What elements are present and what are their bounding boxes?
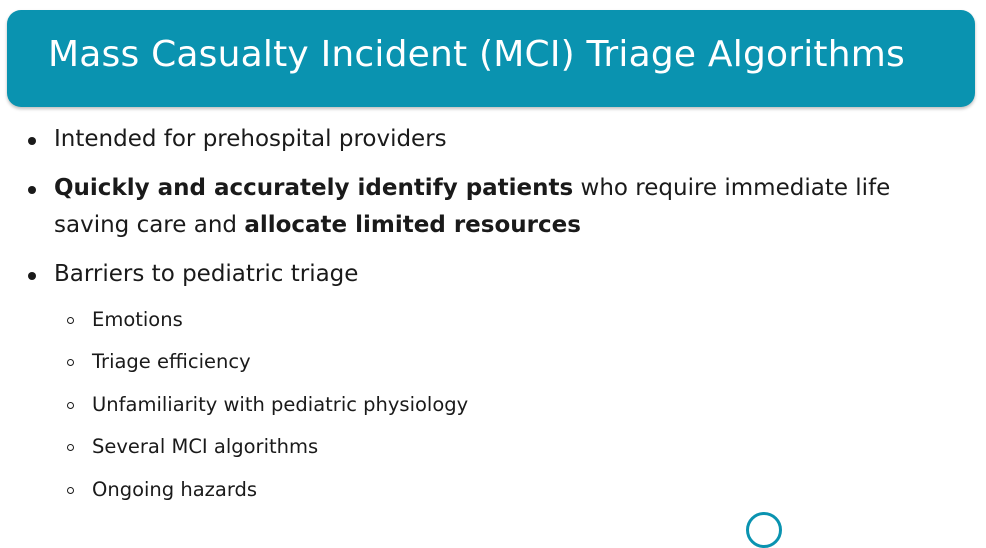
sub-bullet-item	[92, 433, 892, 461]
bullet-dot-icon	[28, 186, 36, 194]
bullet-item	[54, 170, 954, 244]
slide-title: Mass Casualty Incident (MCI) Triage Algorithms	[48, 34, 905, 75]
bullet-dot-icon	[28, 137, 36, 145]
bullet-item	[54, 256, 954, 293]
sub-bullet-text: Emotions	[92, 308, 183, 331]
decorative-arc-icon	[746, 512, 782, 548]
bullet-dot-icon	[28, 272, 36, 280]
sub-bullet-text: Several MCI algorithms	[92, 435, 319, 458]
bullet-text: Intended for prehospital providers	[54, 126, 447, 152]
bullet-item	[54, 121, 954, 158]
bullet-text: who require immediate life saving care and	[54, 175, 891, 238]
sub-bullet-item	[92, 348, 892, 376]
sub-bullet-text: Unfamiliarity with pediatric physiology	[92, 393, 469, 416]
bullet-bold-text: Quickly and accurately identify patients	[54, 175, 574, 201]
bullet-ring-icon	[67, 317, 74, 324]
bullet-bold-text: allocate limited resources	[244, 212, 581, 238]
sub-bullet-text: Ongoing hazards	[92, 478, 258, 501]
sub-bullet-item	[92, 306, 892, 334]
sub-bullet-text: Triage efficiency	[92, 350, 251, 373]
sub-bullet-item	[92, 476, 892, 504]
bullet-text: Barriers to pediatric triage	[54, 261, 359, 287]
bullet-ring-icon	[67, 359, 74, 366]
bullet-ring-icon	[67, 487, 74, 494]
bullet-ring-icon	[67, 444, 74, 451]
sub-bullet-item	[92, 391, 892, 419]
bullet-ring-icon	[67, 402, 74, 409]
